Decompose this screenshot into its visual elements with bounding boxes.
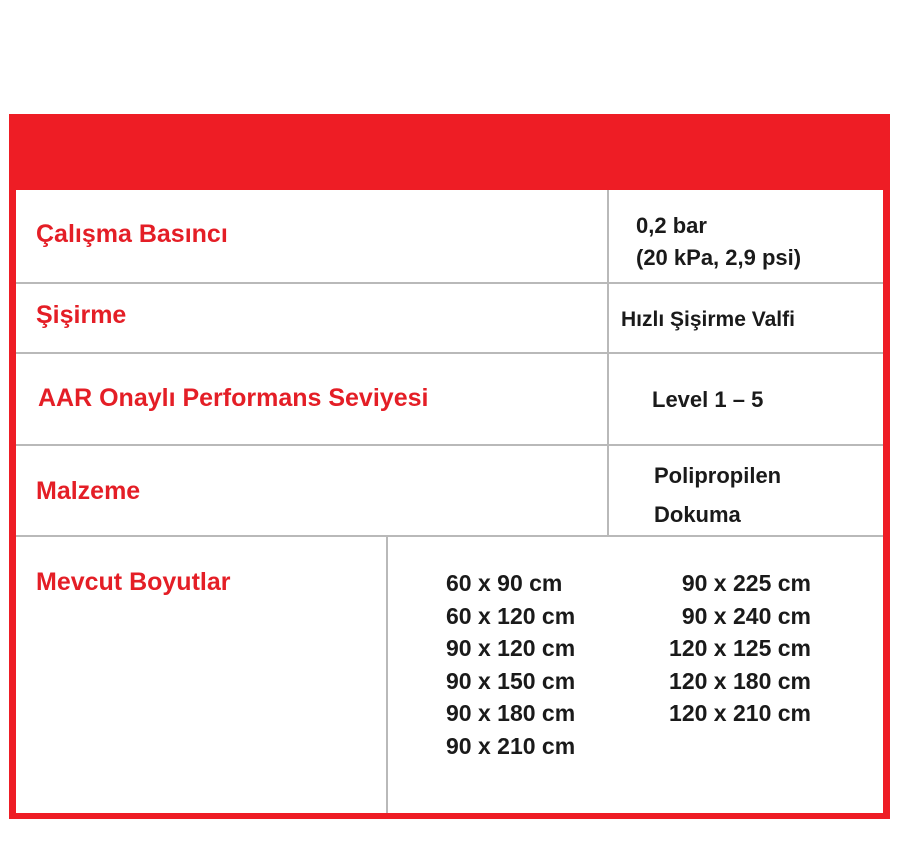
size-item: 90 x 225 cm (681, 570, 811, 596)
row-value-material-line1: Polipropilen (654, 463, 782, 488)
size-item: 120 x 180 cm (669, 667, 811, 694)
size-item: 90 x 180 cm (446, 700, 576, 727)
size-item: 60 x 90 cm (446, 570, 563, 596)
row-label-material: Malzeme (36, 477, 141, 505)
size-item: 120 x 125 cm (669, 635, 811, 662)
spec-table (16, 190, 883, 813)
row-label-performance-level: AAR Onaylı Performans Seviyesi (38, 384, 429, 412)
column-divider (386, 536, 388, 813)
row-value-inflation: Hızlı Şişirme Valfi (621, 308, 795, 331)
row-value-material-line2: Dokuma (654, 502, 741, 527)
size-item: 90 x 210 cm (446, 732, 576, 759)
row-value-working-pressure-line2: (20 kPa, 2,9 psi) (636, 245, 802, 270)
row-divider (16, 352, 883, 354)
row-divider (16, 444, 883, 446)
size-item: 120 x 210 cm (669, 700, 811, 727)
spec-table-frame (9, 114, 890, 819)
size-item: 60 x 120 cm (446, 602, 576, 629)
row-value-performance-level: Level 1 – 5 (652, 387, 764, 412)
table-header-bar (9, 114, 890, 190)
row-divider (16, 282, 883, 284)
row-label-inflation: Şişirme (36, 301, 127, 329)
size-item: 90 x 150 cm (446, 667, 576, 694)
row-label-working-pressure: Çalışma Basıncı (36, 220, 228, 248)
row-value-working-pressure-line1: 0,2 bar (636, 213, 707, 238)
size-item: 90 x 120 cm (446, 635, 576, 662)
row-divider (16, 535, 883, 537)
row-label-available-sizes: Mevcut Boyutlar (36, 568, 231, 596)
size-item: 90 x 240 cm (681, 602, 811, 629)
sizes-left-column (446, 567, 575, 763)
sizes-right-column (669, 567, 811, 730)
column-divider (607, 190, 609, 536)
